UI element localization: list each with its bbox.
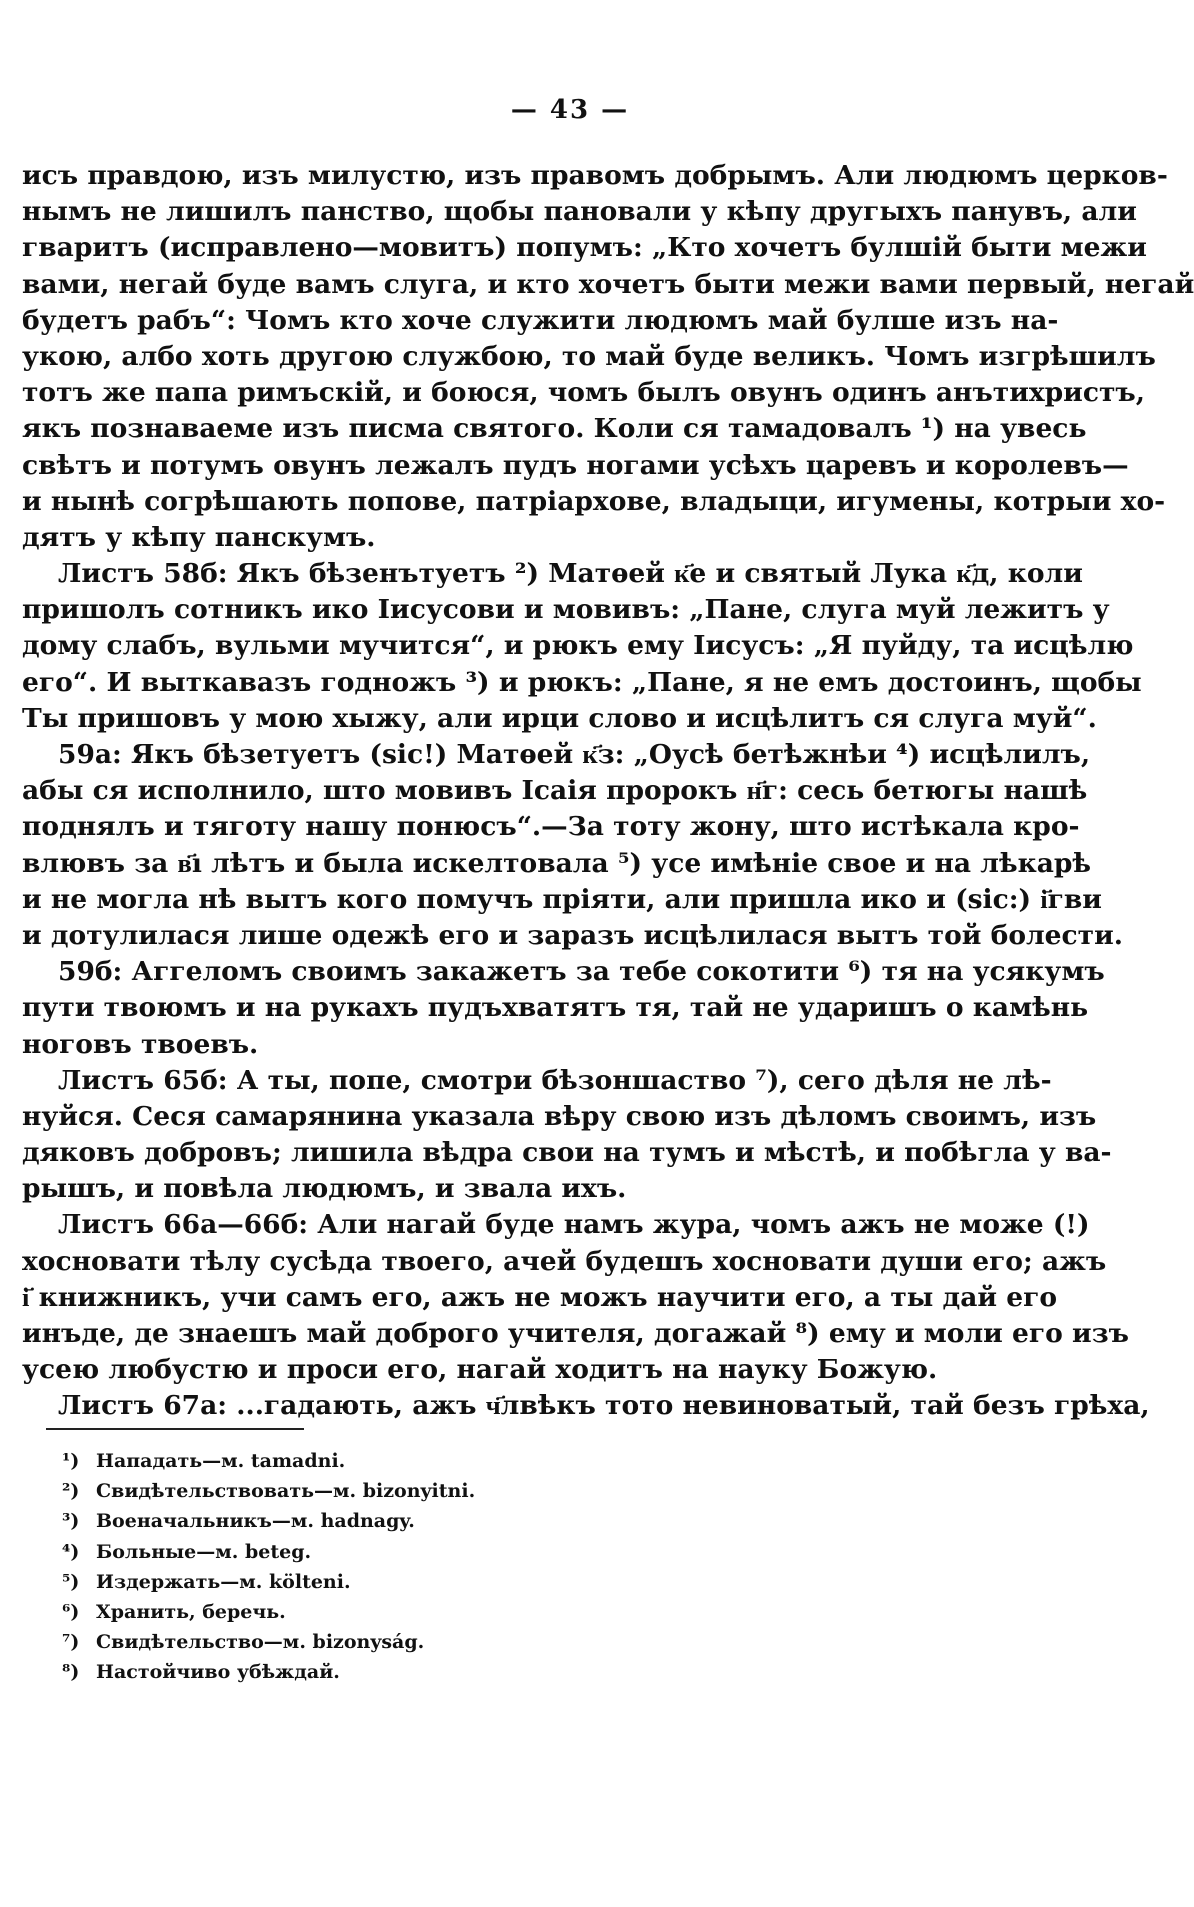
text-line: укою, албо хоть другою службою, то май буде великъ. Чомъ изгрѣшилъ <box>22 340 1156 372</box>
text-line: и не могла нѣ вытъ кого помучъ пріяти, али пришла ико и (sic:) і҃гви <box>22 883 1102 915</box>
footnote-number: ²) <box>62 1480 80 1503</box>
text-line: поднялъ и тяготу нашу понюсъ“.—За тоту жону, што истѣкала кро- <box>22 811 1080 843</box>
text-line: рышъ, и повѣла людюмъ, и звала ихъ. <box>22 1173 627 1205</box>
text-line: ноговъ твоевъ. <box>22 1028 259 1060</box>
footnote <box>62 1657 762 1687</box>
text-line: будетъ рабъ“: Чомъ кто хоче служити людюмъ май булше изъ на- <box>22 304 1059 336</box>
text-line: и дотулилася лише одежѣ его и заразъ исцѣлилася вытъ той болести. <box>22 919 1123 951</box>
footnote <box>62 1597 762 1627</box>
footnote-text: Хранить, беречь. <box>96 1600 286 1623</box>
text-line: исъ правдою, изъ милустю, изъ правомъ добрымъ. Али людюмъ церков- <box>22 160 1168 191</box>
footnote-text: Военачальникъ—м. hadnagy. <box>96 1510 415 1533</box>
footnote <box>62 1627 762 1657</box>
text-line: пришолъ сотникъ ико Іисусови и мовивъ: „Пане, слуга муй лежитъ у <box>22 594 1110 626</box>
footnote-number: ⁶) <box>62 1600 80 1623</box>
footnote <box>62 1476 762 1506</box>
footnote-number: ⁵) <box>62 1570 80 1593</box>
footnote-text: Настойчиво убѣждай. <box>96 1661 340 1684</box>
footnote <box>62 1537 762 1567</box>
footnote-text: Свидѣтельствовать—м. bizonyitni. <box>96 1480 476 1503</box>
footnotes <box>62 1446 762 1688</box>
text-line: инъде, де знаешъ май доброго учителя, догажай ⁸) ему и моли его изъ <box>22 1318 1129 1349</box>
text-line: тотъ же папа римъскій, и боюся, чомъ былъ овунъ одинъ анътихристъ, <box>22 377 1145 409</box>
text-line: 59а: Якъ бѣзетуетъ (sic!) Матѳей к҃з: „Оусѣ бетѣжнѣи ⁴) исцѣлилъ, <box>58 739 1091 770</box>
text-line: дятъ у кѣпу панскумъ. <box>22 521 376 553</box>
footnote-text: Нападать—м. tamadni. <box>96 1450 346 1472</box>
text-line: 59б: Аггеломъ своимъ закажетъ за тебе сокотити ⁶) тя на усякумъ <box>58 956 1105 988</box>
text-line: абы ся исполнило, што мовивъ Ісаія пророкъ н҃г: сесь бетюгы нашѣ <box>22 775 1088 807</box>
text-line: якъ познаваеме изъ писма святого. Коли ся тамадовалъ ¹) на увесь <box>22 413 1087 445</box>
text-line: усею любустю и проси его, нагай ходитъ на науку Божую. <box>22 1354 938 1386</box>
text-line: Листъ 58б: Якъ бѣзенътуетъ ²) Матѳей к҃е и святый Лука к҃д, коли <box>58 558 1083 590</box>
text-line: Листъ 66а—66б: Али нагай буде намъ жура, чомъ ажъ не може (!) <box>58 1209 1090 1241</box>
text-line: пути твоюмъ и на рукахъ пудъхватятъ тя, тай не ударишъ о камѣнь <box>22 992 1089 1024</box>
footnote <box>62 1506 762 1536</box>
footnote-number: ¹) <box>62 1450 80 1472</box>
footnote <box>62 1446 762 1476</box>
footnote-text: Издержать—м. költeni. <box>96 1570 351 1593</box>
text-line: и нынѣ согрѣшають попове, патріархове, владыци, игумены, котрыи хо- <box>22 485 1166 517</box>
text-line: вами, негай буде вамъ слуга, и кто хочетъ быти межи вами первый, негай <box>22 268 1194 300</box>
text-line: і҃ книжникъ, учи самъ его, ажъ не можъ научити его, а ты дай его <box>22 1281 1058 1313</box>
text-line: свѣтъ и потумъ овунъ лежалъ пудъ ногами усѣхъ царевъ и королевъ— <box>22 449 1129 481</box>
footnote-text: Свидѣтельство—м. bizonyság. <box>96 1631 425 1654</box>
text-line: влювъ за в҃ı лѣтъ и была искелтовала ⁵) усе имѣніе свое и на лѣкарѣ <box>22 847 1092 879</box>
text-line: гваритъ (исправлено—мовитъ) попумъ: „Кто хочетъ булшій быти межи <box>22 232 1147 264</box>
footnote-number: ⁸) <box>62 1661 80 1684</box>
footnote <box>62 1567 762 1597</box>
footnote-number: ³) <box>62 1510 80 1533</box>
body-text <box>22 158 1194 1425</box>
text-line: его“. И выткавазъ годножъ ³) и рюкъ: „Пане, я не емъ достоинъ, щобы <box>22 666 1142 698</box>
text-line: Листъ 65б: А ты, попе, смотри бѣзоншаство ⁷), сего дѣля не лѣ- <box>58 1064 1052 1096</box>
text-line: нуйся. Сеся самарянина указала вѣру свою изъ дѣломъ своимъ, изъ <box>22 1100 1097 1132</box>
footnote-number: ⁷) <box>62 1631 80 1654</box>
text-line: дяковъ добровъ; лишила вѣдра свои на тумъ и мѣстѣ, и побѣгла у ва- <box>22 1137 1112 1169</box>
footnote-separator <box>46 1428 304 1430</box>
text-line: хосновати тѣлу сусѣда твоего, ачей будешъ хосновати души его; ажъ <box>22 1245 1107 1277</box>
footnote-number: ⁴) <box>62 1540 80 1563</box>
text-line: дому слабъ, вульми мучится“, и рюкъ ему Іисусъ: „Я пуйду, та исцѣлю <box>22 630 1134 662</box>
footnote-text: Больные—м. beteg. <box>96 1540 312 1563</box>
page-number: — 43 — <box>510 95 630 125</box>
text-line: нымъ не лишилъ панство, щобы пановали у кѣпу другыхъ панувъ, али <box>22 196 1137 228</box>
text-line: Листъ 67а: ...гадають, ажъ ч҃лвѣкъ тото невиноватый, тай безъ грѣха, <box>58 1390 1150 1422</box>
text-line: Ты пришовъ у мою хыжу, али ирци слово и исцѣлитъ ся слуга муй“. <box>22 702 1097 734</box>
